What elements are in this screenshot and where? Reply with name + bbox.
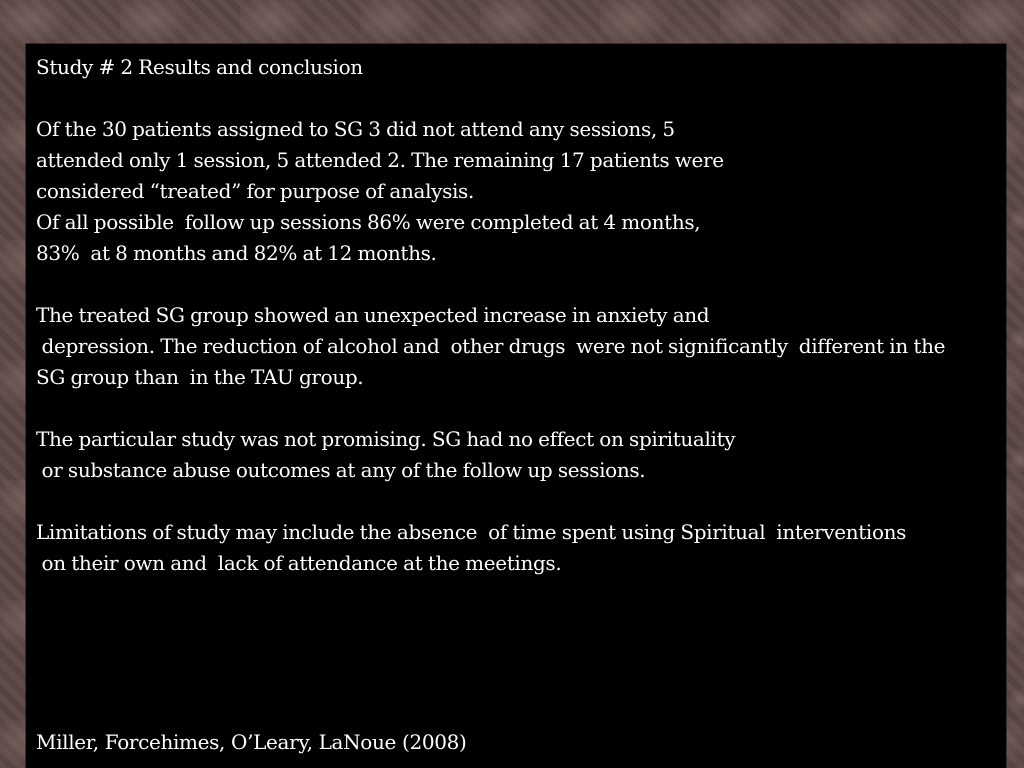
- paragraph-line: on their own and lack of attendance at the meetings.: [36, 551, 562, 575]
- paragraph-line: Of all possible follow up sessions 86% were completed at 4 months,: [36, 210, 701, 234]
- paragraph-line: The particular study was not promising. SG had no effect on spirituality: [36, 427, 736, 451]
- paragraph-line: SG group than in the TAU group.: [36, 365, 364, 389]
- paragraph-line: 83% at 8 months and 82% at 12 months.: [36, 241, 437, 265]
- paragraph-attendance: [36, 114, 996, 269]
- paragraph-outcomes: [36, 300, 996, 393]
- paragraph-spacer: [36, 393, 996, 424]
- paragraph-line: or substance abuse outcomes at any of the follow up sessions.: [36, 458, 646, 482]
- paragraph-line: Of the 30 patients assigned to SG 3 did not attend any sessions, 5: [36, 117, 675, 141]
- slide-title: Study # 2 Results and conclusion: [36, 55, 363, 79]
- paragraph-spacer: [36, 269, 996, 300]
- slide-body: [36, 52, 996, 579]
- paragraph-line: depression. The reduction of alcohol and other drugs were not significantly different in the: [36, 334, 946, 358]
- paragraph-limitations: [36, 517, 996, 579]
- paragraph-line: attended only 1 session, 5 attended 2. The remaining 17 patients were: [36, 148, 724, 172]
- paragraph-line: Limitations of study may include the absence of time spent using Spiritual interventions: [36, 520, 907, 544]
- paragraph-spacer: [36, 486, 996, 517]
- paragraph-spacer: [36, 83, 996, 114]
- slide-content-panel: [26, 44, 1006, 768]
- paragraph-conclusion: [36, 424, 996, 486]
- citation: Miller, Forcehimes, O’Leary, LaNoue (2008): [36, 730, 467, 754]
- paragraph-line: The treated SG group showed an unexpected increase in anxiety and: [36, 303, 710, 327]
- paragraph-line: considered “treated” for purpose of analysis.: [36, 179, 474, 203]
